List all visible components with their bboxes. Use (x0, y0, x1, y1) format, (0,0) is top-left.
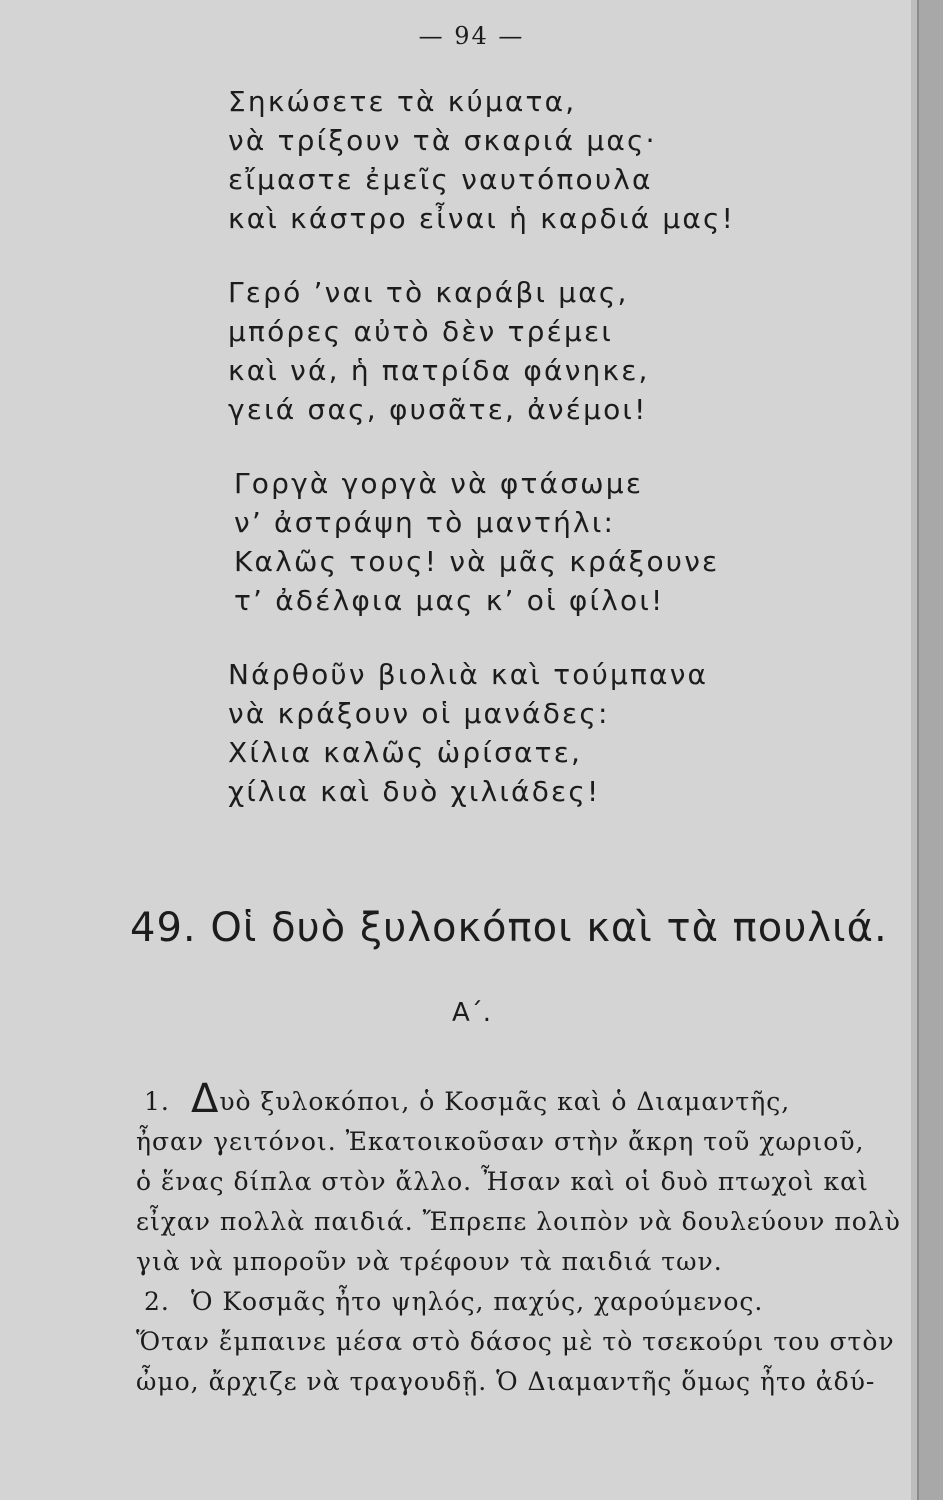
poem (228, 82, 848, 846)
poem-line: Γερό ’ναι τὸ καράβι μας, (228, 276, 629, 309)
prose-text: Ὁ Κοσμᾶς ἦτο ψηλός, παχύς, χαρούμενος. (190, 1287, 764, 1316)
prose-line: ἦσαν γειτόνοι. Ἐκατοικοῦσαν στὴν ἄκρη τοῦ χωριοῦ, (136, 1127, 865, 1156)
drop-cap: Δ (190, 1076, 220, 1122)
prose-line: ὁ ἕνας δίπλα στὸν ἄλλο. Ἦσαν καὶ οἱ δυὸ πτωχοὶ καὶ (136, 1167, 869, 1196)
poem-line: Νάρθοῦν βιολιὰ καὶ τούμπανα (228, 658, 709, 691)
page-edge (917, 0, 943, 1500)
poem-line: Σηκώσετε τὰ κύματα, (228, 85, 577, 118)
prose-text: υὸ ξυλοκόποι, ὁ Κοσμᾶς καὶ ὁ Διαμαντῆς, (219, 1087, 791, 1116)
prose-line: Ὅταν ἔμπαινε μέσα στὸ δάσος μὲ τὸ τσεκούρι του στὸν (136, 1327, 895, 1356)
poem-stanza-2 (228, 273, 848, 429)
prose-line (136, 1282, 868, 1322)
poem-line: τ’ ἀδέλφια μας κ’ οἱ φίλοι! (234, 584, 665, 617)
paragraph-number: 2. (144, 1287, 170, 1316)
poem-line: χίλια καὶ δυὸ χιλιάδες! (228, 775, 601, 808)
poem-line: νὰ κράξουν οἱ μανάδες: (228, 697, 610, 730)
poem-line: νὰ τρίξουν τὰ σκαριά μας· (228, 124, 657, 157)
poem-line: γειά σας, φυσᾶτε, ἀνέμοι! (228, 393, 648, 426)
poem-line: καὶ νά, ἡ πατρίδα φάνηκε, (228, 354, 650, 387)
prose-body (136, 1076, 901, 1402)
poem-line: εἴμαστε ἐμεῖς ναυτόπουλα (228, 163, 653, 196)
poem-line: Γοργὰ γοργὰ νὰ φτάσωμε (234, 467, 644, 500)
page-number: — 94 — (418, 22, 525, 50)
prose-line: γιὰ νὰ μποροῦν νὰ τρέφουν τὰ παιδιά των. (136, 1247, 723, 1276)
chapter-heading: 49. Οἱ δυὸ ξυλοκόποι καὶ τὰ πουλιά. (130, 905, 888, 951)
poem-line: Χίλια καλῶς ὡρίσατε, (228, 736, 583, 769)
poem-line: Καλῶς τους! νὰ μᾶς κράξουνε (234, 545, 720, 578)
chapter-subheading: Α΄. (451, 998, 492, 1028)
poem-line: μπόρες αὐτὸ δὲν τρέμει (228, 315, 613, 348)
prose-line: ὦμο, ἄρχιζε νὰ τραγουδῇ. Ὁ Διαμαντῆς ὅμως ἦτο ἀδύ- (136, 1367, 876, 1396)
prose-line: εἶχαν πολλὰ παιδιά. Ἔπρεπε λοιπὸν νὰ δουλεύουν πολὺ (136, 1207, 901, 1236)
paragraph-number: 1. (144, 1087, 170, 1116)
poem-stanza-1 (228, 82, 848, 238)
poem-stanza-4 (228, 655, 848, 811)
prose-line (136, 1076, 868, 1122)
poem-line: καὶ κάστρο εἶναι ἡ καρδιά μας! (228, 202, 736, 235)
poem-stanza-3 (234, 464, 848, 620)
poem-line: ν’ ἀστράψη τὸ μαντήλι: (234, 506, 616, 539)
